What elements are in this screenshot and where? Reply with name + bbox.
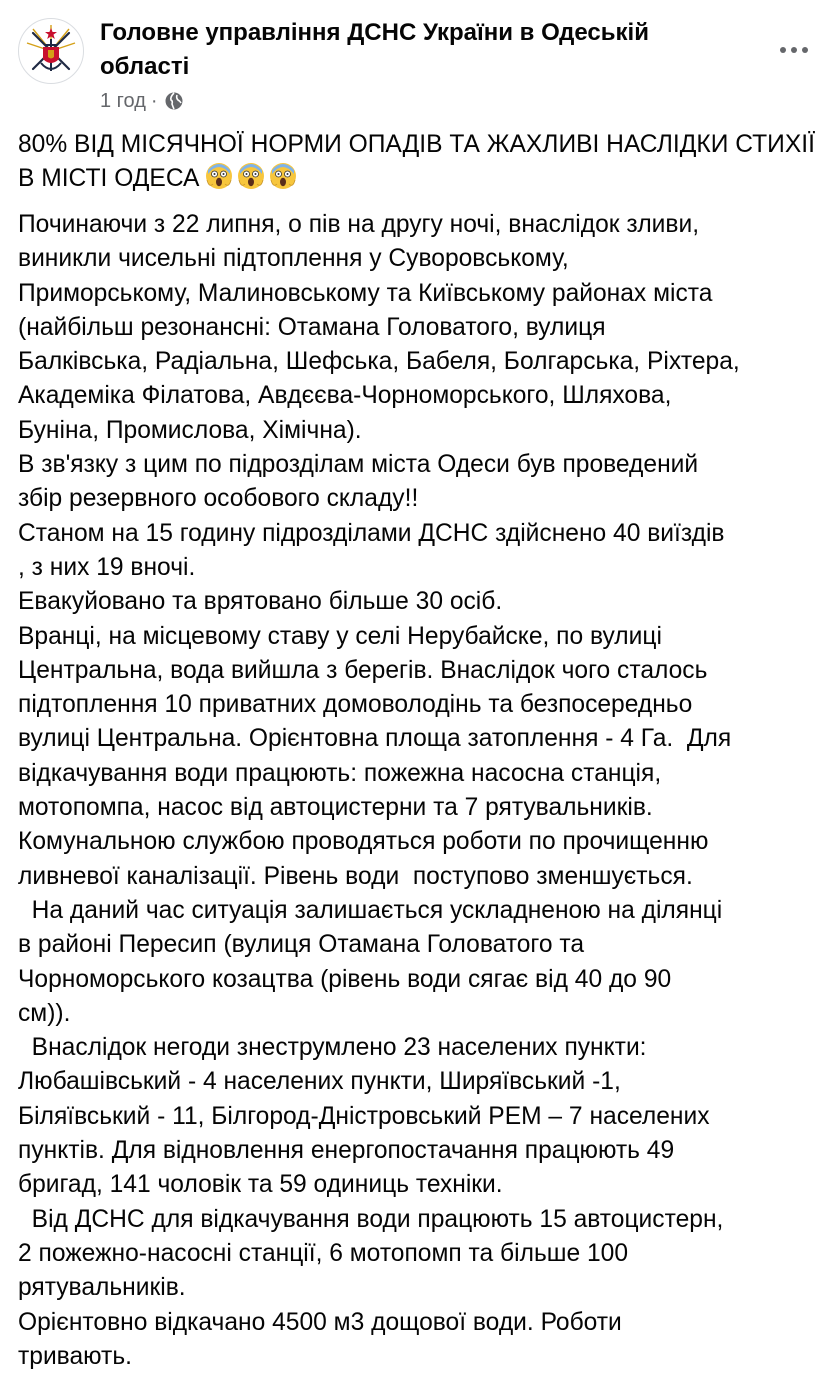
post-body-line: вулиці Центральна. Орієнтовна площа затоплення - 4 Га. Для [18,725,732,753]
post-body-line: Буніна, Промислова, Хімічна). [18,416,362,444]
post-body-line: Центральна, вода вийшла з берегів. Внаслідок чого сталось [18,656,708,684]
post-body-line: Приморському, Малиновському та Київському районах міста [18,279,713,307]
post-body-line: в районі Пересип (вулиця Отамана Головатого та [18,931,585,959]
post-body-line: Балківська, Радіальна, Шефська, Бабеля, Болгарська, Ріхтера, [18,348,740,376]
post-body-line: тривають. [18,1342,132,1370]
more-options-icon[interactable] [774,36,814,64]
post-body-line: см)). [18,999,71,1027]
page-name-link[interactable]: Головне управління ДСНС України в Одеській області [100,19,649,80]
post-body-line: Евакуйовано та врятовано більше 30 осіб. [18,588,503,616]
post-body-line: збір резервного особового складу!! [18,485,419,513]
post-body-line: Біляївський - 11, Білгород-Дністровський РЕМ – 7 населених [18,1102,710,1130]
post-body-line: Починаючи з 22 липня, о пів на другу ночі, внаслідок зливи, [18,211,700,238]
more-dot [802,47,808,53]
post-body-line: Станом на 15 годину підрозділами ДСНС здійснено 40 виїздів [18,519,725,547]
post-body-line: рятувальників. [18,1274,186,1302]
post-body [18,208,824,1374]
post-meta [100,88,184,114]
post-body-line: (найбільш резонансні: Отамана Головатого, вулиця [18,313,606,341]
screaming-face-emoji-icon [269,162,297,190]
post-body-line: ливневої каналізації. Рівень води поступово зменшується. [18,862,693,890]
post-body-line: відкачування води працюють: пожежна насосна станція, [18,759,662,787]
more-dot [791,47,797,53]
title-emojis [205,162,297,190]
post-body-line: 2 пожежно-насосні станції, 6 мотопомп та більше 100 [18,1239,629,1267]
post-body-line: Академіка Філатова, Авдєєва-Чорноморського, Шляхова, [18,382,672,410]
post-body-line: Чорноморського козацтва (рівень води сягає від 40 до 90 [18,965,672,993]
post-header [18,14,818,118]
post-body-line: Внаслідок негоди знеструмлено 23 населених пункти: [18,1034,647,1062]
post-timestamp[interactable]: 1 год [100,89,146,112]
screaming-face-emoji-icon [237,162,265,190]
post-title [18,128,822,196]
post-body-line: Від ДСНС для відкачування води працюють 15 автоцистерн, [18,1205,724,1233]
post-body-line: На даний час ситуація залишається ускладненою на ділянці [18,896,723,924]
meta-separator: · [150,89,158,112]
post-body-line: Вранці, на місцевому ставу у селі Нерубайске, по вулиці [18,622,662,650]
post-title-text: 80% ВІД МІСЯЧНОЇ НОРМИ ОПАДІВ ТА ЖАХЛИВІ НАСЛІДКИ СТИХІЇ В МІСТІ ОДЕСА [18,131,822,192]
post-body-line: бригад, 141 чоловік та 59 одиниць техніки. [18,1171,503,1199]
dsns-emblem-icon [19,19,83,83]
page-avatar[interactable] [18,18,84,84]
post-body-line: Комунальною службою проводяться роботи по прочищенню [18,828,709,856]
post-body-line: Орієнтовно відкачано 4500 м3 дощової води. Роботи [18,1308,622,1336]
more-dot [780,47,786,53]
post-body-line: підтоплення 10 приватних домоволодінь та безпосередньо [18,691,693,719]
post-body-line: мотопомпа, насос від автоцистерни та 7 рятувальників. [18,794,653,822]
post-body-line: , з них 19 вночі. [18,553,196,581]
post-body-line: В зв'язку з цим по підрозділам міста Одеси був проведений [18,451,699,479]
post-body-line: пунктів. Для відновлення енергопостачання працюють 49 [18,1137,675,1165]
screaming-face-emoji-icon [205,162,233,190]
post-body-line: Любашівський - 4 населених пункти, Ширяївський -1, [18,1068,621,1096]
globe-icon[interactable] [164,91,184,111]
post-body-line: виникли чисельні підтоплення у Суворовському, [18,245,569,273]
